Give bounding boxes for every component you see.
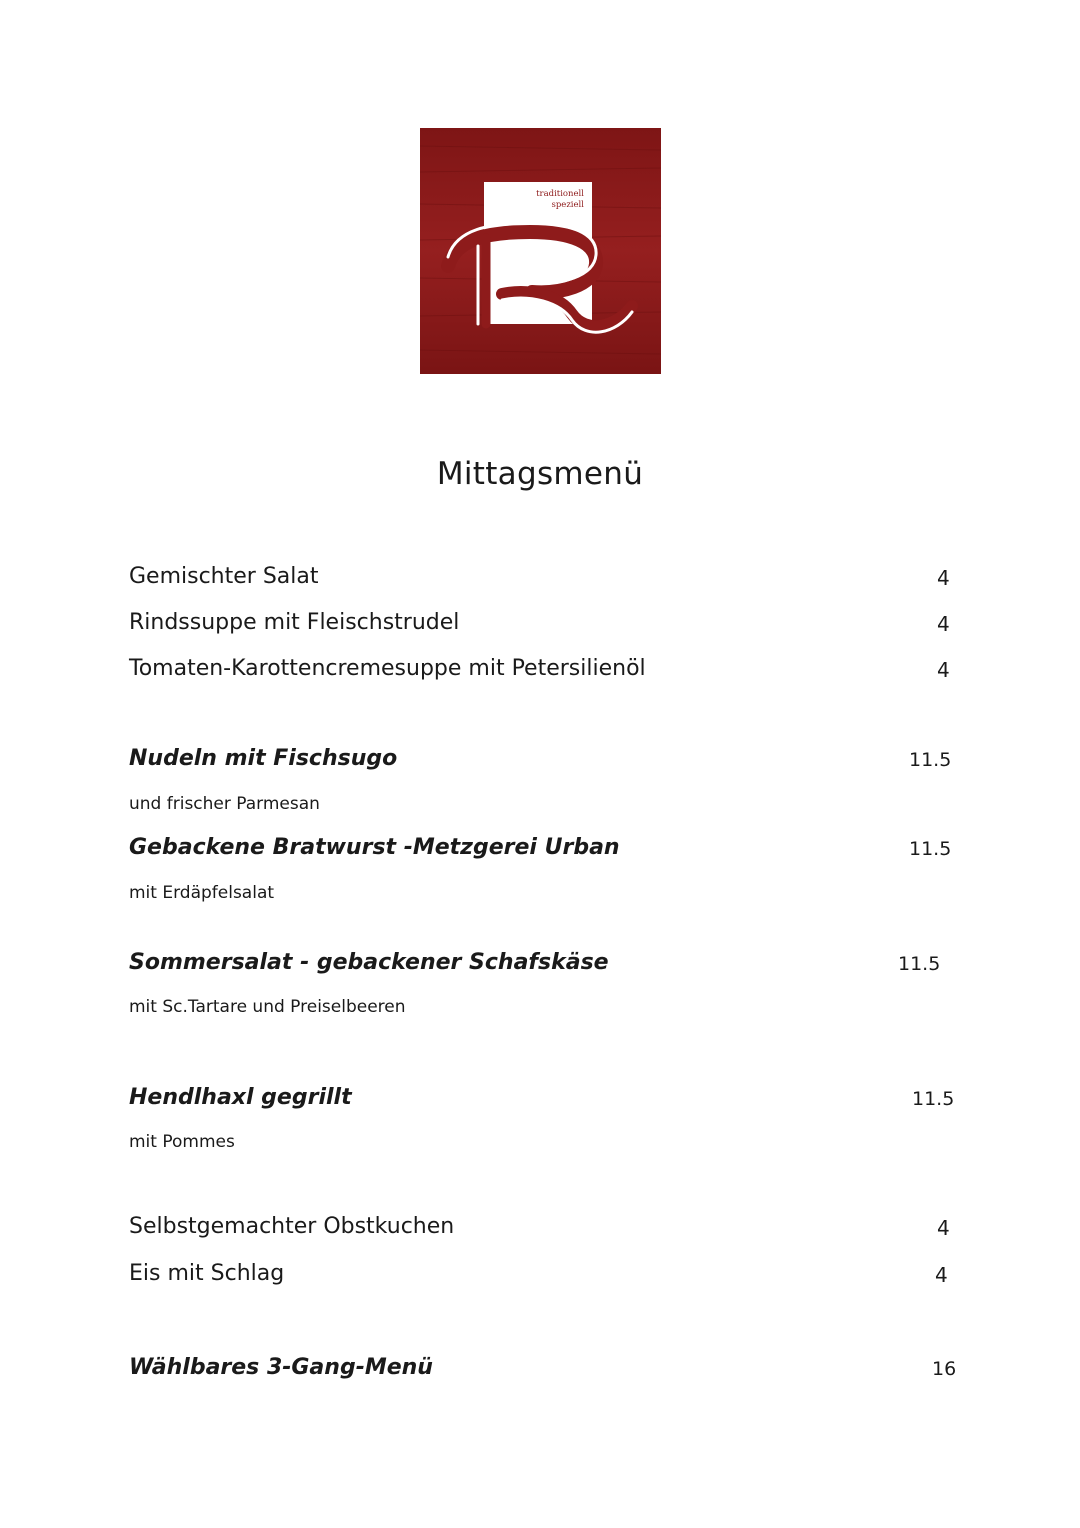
menu-item-price: 4 <box>937 612 950 636</box>
menu-item-name: Eis mit Schlag <box>129 1261 285 1286</box>
menu-item-name: Gemischter Salat <box>129 564 319 589</box>
set-menu-price: 16 <box>932 1358 957 1380</box>
menu-item-name: Selbstgemachter Obstkuchen <box>129 1214 455 1239</box>
menu-item-name: Rindssuppe mit Fleischstrudel <box>129 610 460 635</box>
dish-description: mit Pommes <box>129 1132 235 1152</box>
logo-text-speziell: speziell <box>551 200 584 210</box>
logo-text-traditionell: traditionell <box>536 189 584 199</box>
menu-item-price: 4 <box>935 1263 948 1287</box>
dish-description: mit Sc.Tartare und Preiselbeeren <box>129 997 406 1017</box>
dish-name: Sommersalat - gebackener Schafskäse <box>129 950 609 975</box>
dish-name: Nudeln mit Fischsugo <box>129 746 398 771</box>
dish-price: 11.5 <box>909 749 952 771</box>
dish-description: mit Erdäpfelsalat <box>129 883 275 903</box>
dish-price: 11.5 <box>909 838 952 860</box>
menu-item-price: 4 <box>937 658 950 682</box>
dish-price: 11.5 <box>912 1088 955 1110</box>
menu-item-price: 4 <box>937 1216 950 1240</box>
set-menu-name: Wählbares 3-Gang-Menü <box>129 1355 433 1380</box>
menu-item-name: Tomaten-Karottencremesuppe mit Petersilienöl <box>129 656 646 681</box>
menu-item-price: 4 <box>937 566 950 590</box>
dish-price: 11.5 <box>898 953 941 975</box>
restaurant-logo <box>420 128 661 374</box>
menu-title: Mittagsmenü <box>436 456 644 492</box>
dish-name: Hendlhaxl gegrillt <box>129 1085 352 1110</box>
dish-name: Gebackene Bratwurst -Metzgerei Urban <box>129 835 620 860</box>
dish-description: und frischer Parmesan <box>129 794 320 814</box>
